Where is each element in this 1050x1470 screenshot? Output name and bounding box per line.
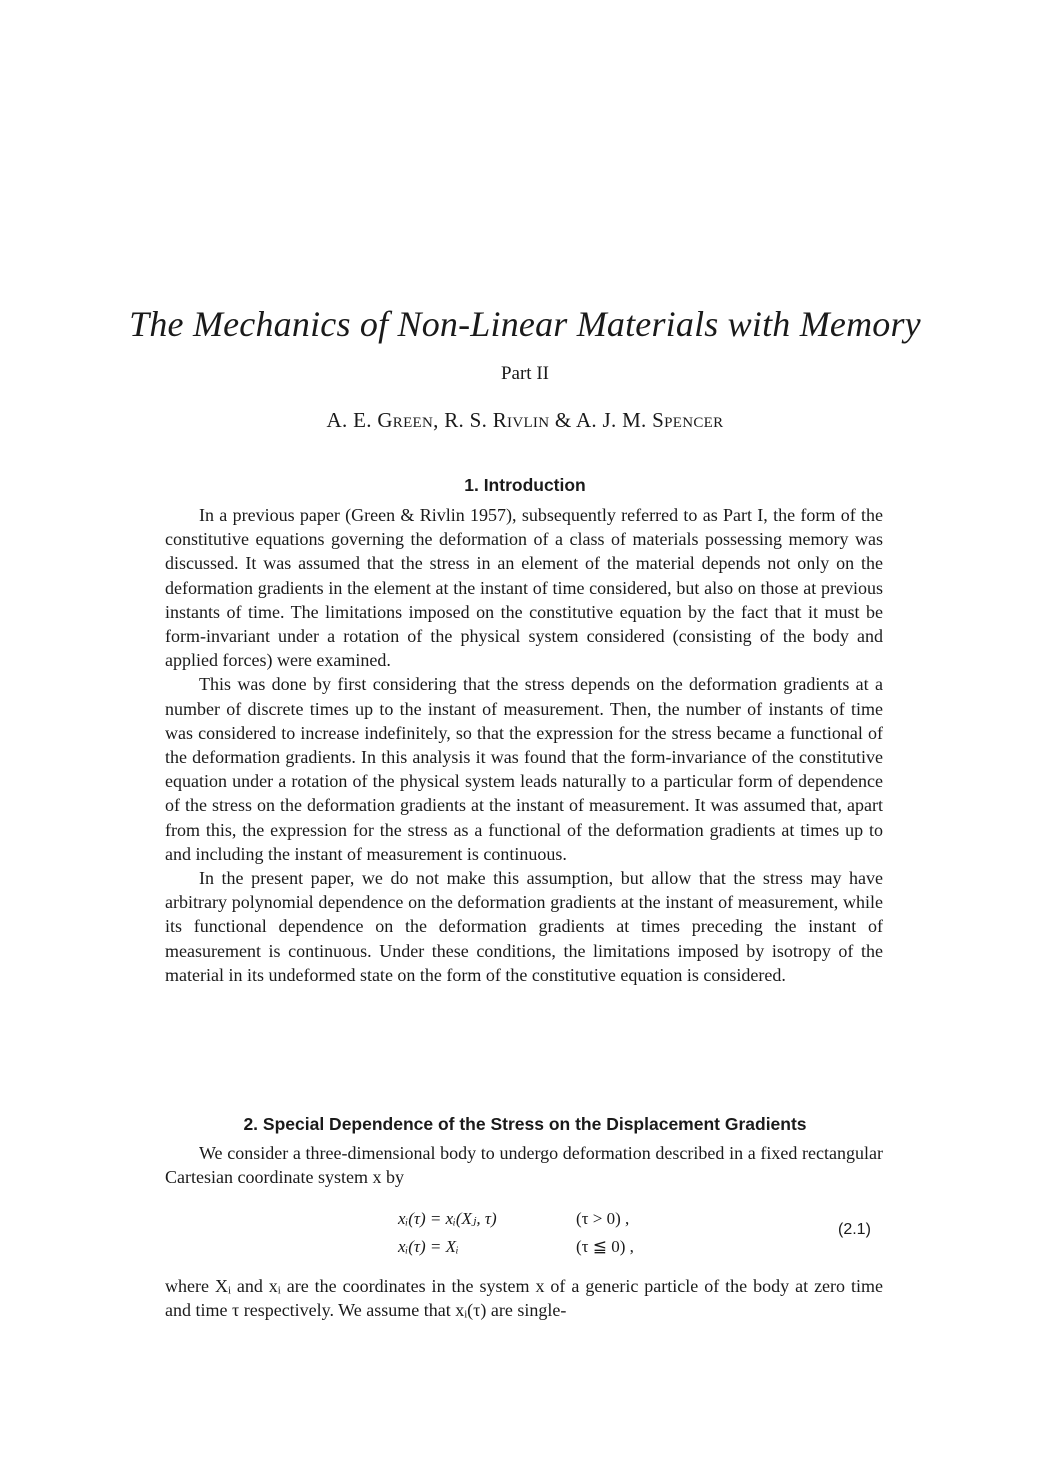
- equation-line-1: [398, 1205, 634, 1233]
- section-heading-special-dependence: 2. Special Dependence of the Stress on the Displacement Gradients: [243, 1114, 807, 1134]
- paper-part: Part II: [500, 363, 549, 384]
- equation-block: [398, 1205, 634, 1261]
- equation-line-2: [398, 1233, 634, 1261]
- paragraph: In the present paper, we do not make this assumption, but allow that the stress may have arbitrary polynomial dependence on the deformation gradients at the instant of measurement, while its functional dependence on the deformation gradients at times preceding the instant of measurement is continuous. Under these conditions, the limitations imposed by isotropy of the material in its undeformed state on the form of the constitutive equation is considered.: [165, 868, 883, 985]
- section-body-introduction: [165, 503, 883, 987]
- equation-lhs: xᵢ(τ) = Xᵢ: [398, 1237, 459, 1256]
- section-body-continuation: [165, 1274, 883, 1322]
- equation-number: (2.1): [838, 1221, 871, 1238]
- paper-authors: [0, 408, 1050, 433]
- equation-condition: (τ ≦ 0) ,: [576, 1237, 634, 1256]
- section-body-special-dependence: [165, 1141, 883, 1189]
- paragraph: We consider a three-dimensional body to undergo deformation described in a fixed rectangular Cartesian coordinate system x by: [165, 1143, 883, 1188]
- paragraph: where Xᵢ and xᵢ are the coordinates in the system x of a generic particle of the body at zero time and time τ respectively. We assume that xᵢ(τ) are single-: [165, 1276, 883, 1321]
- equation-condition: (τ > 0) ,: [576, 1209, 630, 1228]
- paragraph: This was done by first considering that the stress depends on the deformation gradients at a number of discrete times up to the instant of measurement. Then, the number of instants of time was considered to increase indefinitely, so that the expression for the stress became a functional of the deformation gradients. In this analysis it was found that the form-invariance of the constitutive equation under a rotation of the physical system leads naturally to a particular form of dependence of the stress on the deformation gradients at the instant of measurement. It was assumed that, apart from this, the expression for the stress as a functional of the deformation gradients at times up to and including the instant of measurement is continuous.: [165, 674, 883, 864]
- paragraph: In a previous paper (Green & Rivlin 1957), subsequently referred to as Part I, the form of the constitutive equations governing the deformation of a class of materials possessing memory was discussed. It was assumed that the stress in an element of the material depends not only on the deformation gradients in the element at the instant of time considered, but also on those at previous instants of time. The limitations imposed on the constitutive equation by the fact that it must be form-invariant under a rotation of the physical system considered (consisting of the body and applied forces) were examined.: [165, 505, 883, 671]
- paper-title: The Mechanics of Non-Linear Materials with Memory: [129, 304, 921, 344]
- equation-lhs: xᵢ(τ) = xᵢ(Xⱼ, τ): [398, 1209, 497, 1228]
- author-list: A. E. Green, R. S. Rivlin & A. J. M. Spencer: [326, 408, 724, 432]
- section-heading-introduction: 1. Introduction: [464, 475, 586, 495]
